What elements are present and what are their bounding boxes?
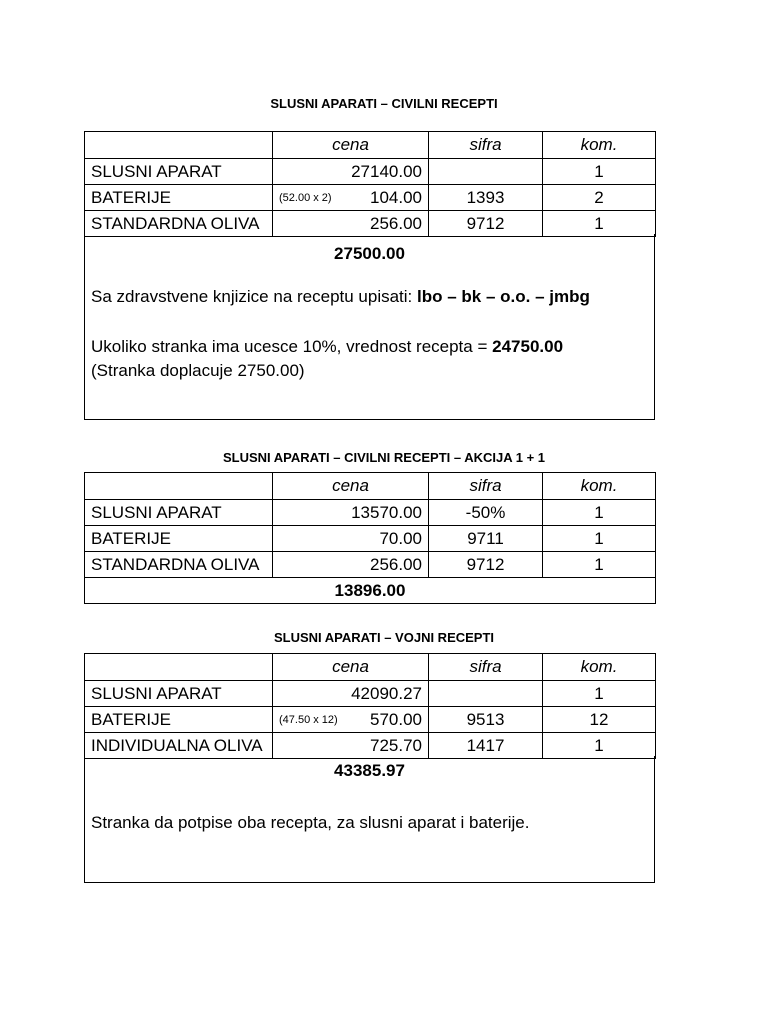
item-qty: 2 [543,185,656,211]
item-code: 9513 [429,707,543,733]
note-line [85,285,654,309]
note-text: Ukoliko stranka ima ucesce 10%, vrednost recepta = [91,337,493,356]
header-cena: cena [273,473,429,500]
table-row [85,707,656,733]
note-text: Sa zdravstvene knjizice na receptu upisati: [91,287,418,306]
item-qty: 1 [543,159,656,185]
section2-title: SLUSNI APARATI – CIVILNI RECEPTI – AKCIJA 1 + 1 [222,450,546,465]
item-multiplier: (47.50 x 12) [279,713,338,726]
header-sifra: sifra [429,473,543,500]
item-code [429,681,543,707]
section1-total: 27500.00 [334,244,405,263]
item-price: 104.00 [370,187,422,207]
note-bold: lbo – bk – o.o. – jmbg [417,287,590,306]
item-name: SLUSNI APARAT [85,500,273,526]
header-cell [85,132,273,159]
table-row [85,526,656,552]
item-price: 725.70 [273,733,429,759]
item-code: 9711 [429,526,543,552]
item-name: STANDARDNA OLIVA [85,552,273,578]
item-price: 42090.27 [273,681,429,707]
header-cena: cena [273,654,429,681]
header-kom: kom. [543,132,656,159]
item-code: 9712 [429,211,543,237]
table-header-row [85,654,656,681]
item-qty: 1 [543,552,656,578]
item-price: 256.00 [273,211,429,237]
item-multiplier: (52.00 x 2) [279,191,332,204]
item-name: SLUSNI APARAT [85,159,273,185]
note-line [85,335,654,359]
item-qty: 1 [543,681,656,707]
item-code: 1393 [429,185,543,211]
item-price: 570.00 [370,709,422,729]
item-qty: 1 [543,733,656,759]
header-cell [85,654,273,681]
table-header-row [85,132,656,159]
item-name: BATERIJE [85,707,273,733]
note-bold: 24750.00 [492,337,564,356]
section3-notes [84,756,655,883]
item-price: 70.00 [273,526,429,552]
table-row [85,681,656,707]
item-name: BATERIJE [85,526,273,552]
item-price: 256.00 [273,552,429,578]
table-row [85,733,656,759]
table-row [85,185,656,211]
section3-title: SLUSNI APARATI – VOJNI RECEPTI [273,630,495,645]
header-cena: cena [273,132,429,159]
section1-title: SLUSNI APARATI – CIVILNI RECEPTI [270,96,498,111]
section1-table [84,131,656,237]
item-qty: 12 [543,707,656,733]
item-price: 13570.00 [273,500,429,526]
item-qty: 1 [543,500,656,526]
item-name: BATERIJE [85,185,273,211]
section2-table [84,472,656,604]
header-kom: kom. [543,473,656,500]
item-qty: 1 [543,526,656,552]
table-row [85,500,656,526]
item-code: -50% [429,500,543,526]
section2-total: 13896.00 [85,578,656,604]
note-line: (Stranka doplacuje 2750.00) [91,361,305,380]
table-row [85,159,656,185]
item-name: SLUSNI APARAT [85,681,273,707]
table-row [85,552,656,578]
item-name: STANDARDNA OLIVA [85,211,273,237]
item-price: 27140.00 [273,159,429,185]
section3-total: 43385.97 [334,761,405,780]
item-price-cell [273,185,429,211]
section1-notes [84,234,655,420]
section3-table [84,653,656,759]
item-qty: 1 [543,211,656,237]
table-header-row [85,473,656,500]
item-code [429,159,543,185]
header-sifra: sifra [429,132,543,159]
header-cell [85,473,273,500]
item-price-cell [273,707,429,733]
table-row [85,211,656,237]
note-line: Stranka da potpise oba recepta, za slusni aparat i baterije. [91,813,530,832]
header-sifra: sifra [429,654,543,681]
item-name: INDIVIDUALNA OLIVA [85,733,273,759]
header-kom: kom. [543,654,656,681]
item-code: 1417 [429,733,543,759]
total-row [85,578,656,604]
item-code: 9712 [429,552,543,578]
